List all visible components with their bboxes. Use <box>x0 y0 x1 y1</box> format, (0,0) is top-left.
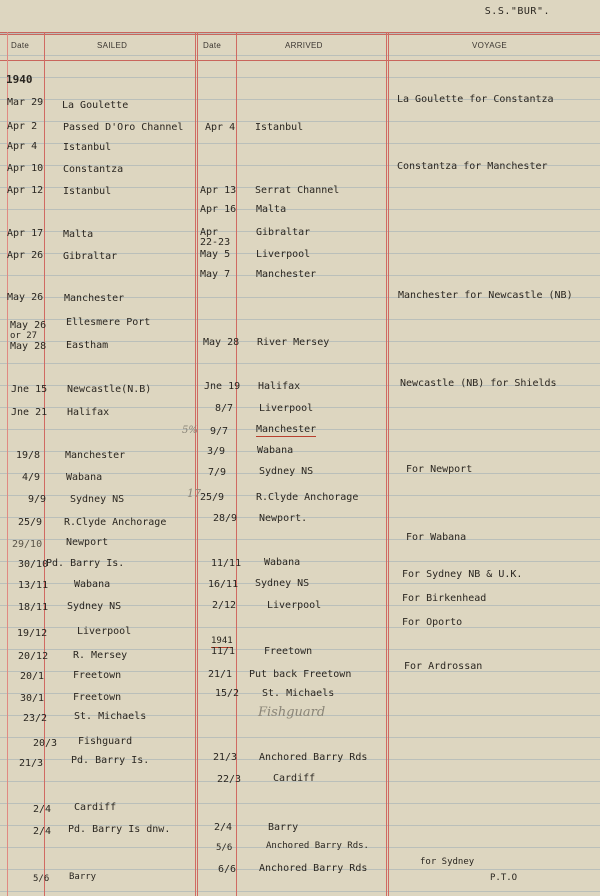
arrived-place: Liverpool <box>256 249 311 260</box>
sailed-place: Barry <box>69 872 97 882</box>
voyage-entry: for Sydney <box>420 857 475 867</box>
sailed-date: Jne 21 <box>11 407 48 418</box>
sailed-place: Liverpool <box>77 626 132 637</box>
arrived-date: Apr 13 <box>200 185 237 196</box>
arrived-place: Manchester <box>256 269 317 280</box>
sailed-date: Jne 15 <box>11 384 48 395</box>
sailed-date: Apr 4 <box>7 141 38 152</box>
header-top-rule-2 <box>0 34 600 35</box>
sailed-date: Mar 29 <box>7 97 44 108</box>
sailed-date: 9/9 <box>28 494 47 505</box>
sailed-place: Freetown <box>73 692 122 703</box>
arrived-place: Liverpool <box>267 600 322 611</box>
sailed-place: Pd. Barry Is. <box>71 755 150 766</box>
arrived-date: 21/1 <box>208 669 233 680</box>
header-bottom-rule <box>0 60 600 61</box>
sailed-place: Cardiff <box>74 802 117 813</box>
arrived-date: 11/11 <box>211 558 242 569</box>
arrived-place-underlined: Manchester <box>256 424 317 435</box>
arrived-date: May 7 <box>200 269 231 280</box>
sailed-date: Apr 17 <box>7 228 44 239</box>
sailed-date: 5/6 <box>33 874 50 884</box>
sailed-place: Newport <box>66 537 109 548</box>
arrived-date: Jne 19 <box>204 381 241 392</box>
voyage-entry: For Wabana <box>406 532 467 543</box>
column-divider <box>44 32 45 896</box>
sailed-date: 21/3 <box>19 758 44 769</box>
margin-note: 5% <box>182 425 198 436</box>
sailed-date: Apr 10 <box>7 163 44 174</box>
arrived-date: Apr 16 <box>200 204 237 215</box>
pto-label: P.T.O <box>490 873 518 883</box>
sailed-place: Istanbul <box>63 186 112 197</box>
sailed-place: Manchester <box>64 293 125 304</box>
sailed-date: 20/1 <box>20 671 45 682</box>
arrived-date: 6/6 <box>218 864 237 875</box>
ship-name: S.S."BUR". <box>484 6 550 17</box>
sailed-date: 29/10 <box>12 539 43 550</box>
sailed-date: 18/11 <box>18 602 49 613</box>
sailed-date: 19/12 <box>17 628 48 639</box>
sailed-place: R.Clyde Anchorage <box>64 517 167 528</box>
sailed-date: 13/11 <box>18 580 49 591</box>
arrived-date: Apr <box>200 227 219 238</box>
arrived-place: Anchored Barry Rds <box>259 863 368 874</box>
arrived-place: Barry <box>268 822 299 833</box>
voyage-entry: For Oporto <box>402 617 463 628</box>
margin-note: 17 <box>187 487 201 500</box>
sailed-date: 19/8 <box>16 450 41 461</box>
arrived-date: May 5 <box>200 249 231 260</box>
arrived-place: Newport. <box>259 513 308 524</box>
voyage-header: VOYAGE <box>472 41 507 50</box>
sailed-header: SAILED <box>97 41 128 50</box>
arrived-date: 5/6 <box>216 843 233 853</box>
sailed-date: 30/1 <box>20 693 45 704</box>
arrived-place: Cardiff <box>273 773 316 784</box>
column-divider <box>195 32 196 896</box>
sailed-place: Manchester <box>65 450 126 461</box>
arrived-date: 2/4 <box>214 822 233 833</box>
sailed-date: May 26 <box>7 292 44 303</box>
sailed-place: Istanbul <box>63 142 112 153</box>
margin-line <box>7 32 8 896</box>
sailed-place: Gibraltar <box>63 251 118 262</box>
sailed-place: Sydney NS <box>67 601 122 612</box>
arrived-place: Serrat Channel <box>255 185 340 196</box>
arrived-place: River Mersey <box>257 337 330 348</box>
arrived-date: 3/9 <box>207 446 226 457</box>
arrived-date: Apr 4 <box>205 122 236 133</box>
sailed-date: 4/9 <box>22 472 41 483</box>
sailed-date: or 27 <box>10 331 38 341</box>
sailed-date: 23/2 <box>23 713 48 724</box>
sailed-place: Pd. Barry Is. <box>46 558 125 569</box>
arrived-place: Wabana <box>264 557 301 568</box>
arrived-place: Malta <box>256 204 287 215</box>
arrived-date: May 28 <box>203 337 240 348</box>
voyage-entry: Newcastle (NB) for Shields <box>400 378 557 389</box>
sailed-place: Pd. Barry Is dnw. <box>68 824 171 835</box>
voyage-entry: For Newport <box>406 464 473 475</box>
voyage-entry: La Goulette for Constantza <box>397 94 554 105</box>
sailed-date: 20/3 <box>33 738 58 749</box>
arrived-date: 15/2 <box>215 688 240 699</box>
arrived-date: 28/9 <box>213 513 238 524</box>
arrived-place: Anchored Barry Rds. <box>266 841 369 851</box>
arrived-place: St. Michaels <box>262 688 335 699</box>
sailed-place: Freetown <box>73 670 122 681</box>
date-header: Date <box>203 41 222 50</box>
sailed-place: Constantza <box>63 164 124 175</box>
sailed-date: 2/4 <box>33 826 52 837</box>
arrived-place: Gibraltar <box>256 227 311 238</box>
sailed-place: Wabana <box>74 579 111 590</box>
arrived-place: Wabana <box>257 445 294 456</box>
arrived-date: 22-23 <box>200 237 231 248</box>
arrived-date: 11/1 <box>211 646 236 657</box>
column-divider <box>386 32 387 896</box>
arrived-date: 9/7 <box>210 426 229 437</box>
year-1941-label: 1941 <box>211 636 233 646</box>
arrived-place: R.Clyde Anchorage <box>256 492 359 503</box>
voyage-entry: For Ardrossan <box>404 661 483 672</box>
voyage-entry: Manchester for Newcastle (NB) <box>398 290 573 301</box>
column-divider <box>197 32 198 896</box>
arrived-place: Istanbul <box>255 122 304 133</box>
arrived-place: Put back Freetown <box>249 669 352 680</box>
year-label: 1940 <box>6 73 33 86</box>
column-divider <box>236 32 237 896</box>
arrived-date: 22/3 <box>217 774 242 785</box>
sailed-date: May 26 <box>10 320 47 331</box>
sailed-place: Eastham <box>66 340 109 351</box>
arrived-date: 2/12 <box>212 600 237 611</box>
sailed-date: Apr 2 <box>7 121 38 132</box>
arrived-date: 7/9 <box>208 467 227 478</box>
sailed-date: 25/9 <box>18 517 43 528</box>
column-divider <box>388 32 389 896</box>
sailed-place: Ellesmere Port <box>66 317 151 328</box>
arrived-header: ARRIVED <box>285 41 323 50</box>
sailed-date: 20/12 <box>18 651 49 662</box>
sailed-date: 30/10 <box>18 559 49 570</box>
arrived-date: 8/7 <box>215 403 234 414</box>
arrived-place: Freetown <box>264 646 313 657</box>
arrived-place: Sydney NS <box>255 578 310 589</box>
sailed-place: R. Mersey <box>73 650 128 661</box>
sailed-place: Malta <box>63 229 94 240</box>
sailed-place: Fishguard <box>78 736 133 747</box>
arrived-place: Anchored Barry Rds <box>259 752 368 763</box>
arrived-date: 21/3 <box>213 752 238 763</box>
voyage-entry: For Birkenhead <box>402 593 487 604</box>
sailed-date: Apr 12 <box>7 185 44 196</box>
voyage-entry: Constantza for Manchester <box>397 161 548 172</box>
voyage-entry: For Sydney NB & U.K. <box>402 569 523 580</box>
sailed-place: Halifax <box>67 407 110 418</box>
sailed-place: Sydney NS <box>70 494 125 505</box>
arrived-place: Sydney NS <box>259 466 314 477</box>
sailed-place: La Goulette <box>62 100 129 111</box>
arrived-date: 16/11 <box>208 579 239 590</box>
header-top-rule <box>0 32 600 33</box>
arrived-date: 25/9 <box>200 492 225 503</box>
sailed-date: Apr 26 <box>7 250 44 261</box>
arrived-place: Liverpool <box>259 403 314 414</box>
sailed-place: Passed D'Oro Channel <box>63 122 184 133</box>
sailed-date: May 28 <box>10 341 47 352</box>
sailed-place: Wabana <box>66 472 103 483</box>
handwritten-place: Fishguard <box>258 705 326 720</box>
sailed-place: Newcastle(N.B) <box>67 384 152 395</box>
sailed-date: 2/4 <box>33 804 52 815</box>
arrived-place: Halifax <box>258 381 301 392</box>
sailed-place: St. Michaels <box>74 711 147 722</box>
date-header: Date <box>11 41 30 50</box>
